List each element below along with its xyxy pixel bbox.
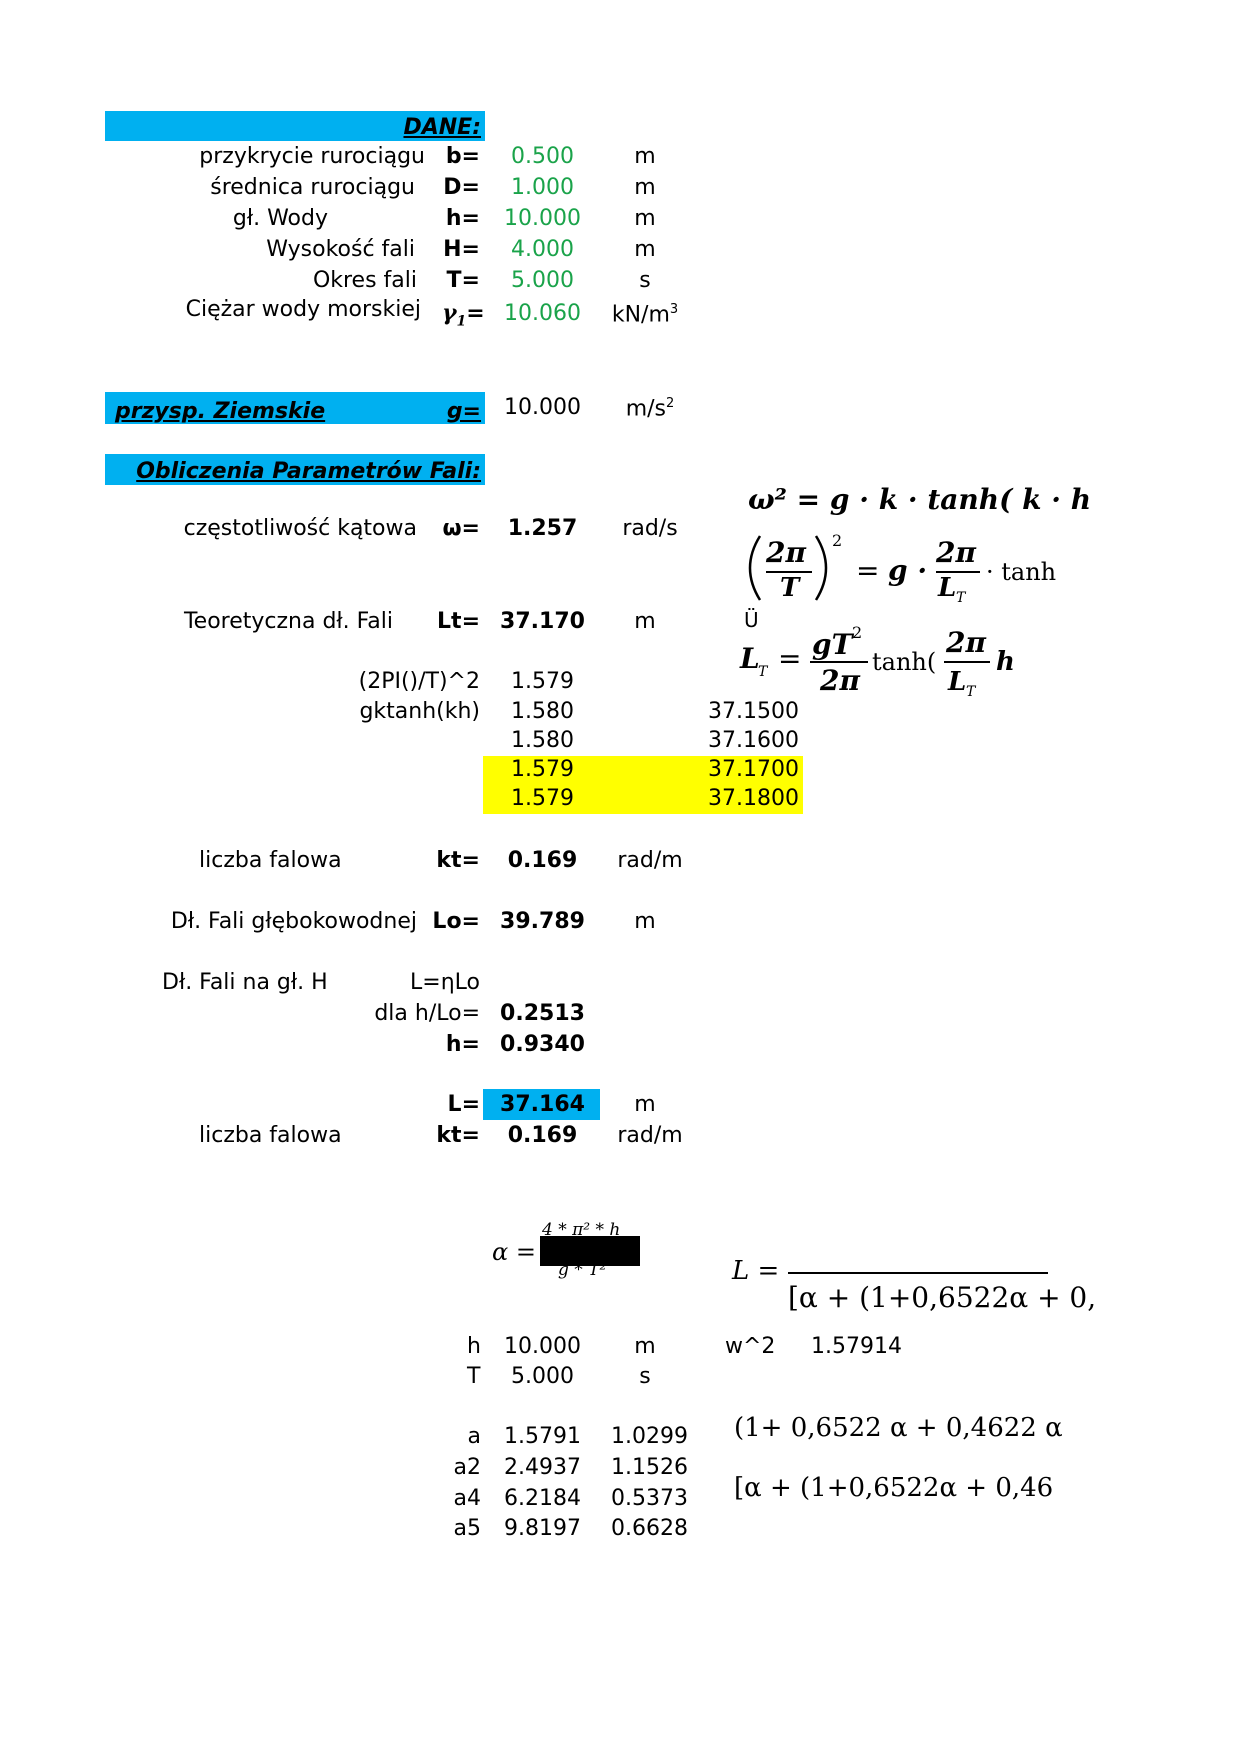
row-a2-v1: 2.4937	[504, 1455, 581, 1480]
obliczenia-header: Obliczenia Parametrów Fali:	[136, 459, 481, 484]
lh-label: Dł. Fali na gł. H	[162, 970, 328, 995]
gravity-value: 10.000	[504, 395, 581, 420]
sym-gamma: $\gamma_1=$	[442, 300, 485, 330]
kt2-value: 0.169	[507, 1123, 578, 1148]
svg-text:T: T	[780, 573, 800, 603]
lt-label: Teoretyczna dł. Fali	[183, 609, 393, 634]
formula-L	[720, 1250, 1097, 1320]
gravity-bar	[105, 392, 485, 424]
svg-text:T: T	[758, 664, 768, 680]
row-a5-sym: a5	[453, 1516, 481, 1541]
iter-b-4: 37.1700	[708, 757, 799, 782]
iter-label-1: (2PI()/T)^2	[358, 669, 480, 694]
value-H: 4.000	[511, 237, 574, 262]
svg-text:2: 2	[852, 623, 863, 642]
omega-value: 1.257	[507, 516, 578, 541]
bottom-h-value: 10.000	[504, 1334, 581, 1359]
gravity-unit: $m/s^2$	[625, 396, 675, 422]
kt2-unit: rad/m	[617, 1123, 683, 1148]
unit-gamma: $kN/m^3$	[611, 302, 679, 328]
bottom-w2-value: 1.57914	[811, 1334, 902, 1359]
label-gl-wody: gł. Wody	[232, 206, 328, 231]
kt1-sym: kt=	[436, 848, 480, 873]
obliczenia-header-bar	[105, 454, 485, 485]
iter-b-3: 37.1600	[708, 728, 799, 753]
row-a4-v2: 0.5373	[611, 1486, 688, 1511]
unit-D: m	[634, 175, 656, 200]
bottom-w2-sym: w^2	[725, 1334, 776, 1359]
unit-h: m	[634, 206, 656, 231]
omega-label: częstotliwość kątowa	[183, 516, 417, 541]
row-a2-v2: 1.1526	[611, 1455, 688, 1480]
row-a5-v1: 9.8197	[504, 1516, 581, 1541]
kt1-value: 0.169	[507, 848, 578, 873]
row-a-v2: 1.0299	[611, 1424, 688, 1449]
svg-text:T: T	[956, 590, 966, 606]
iter-a-4: 1.579	[511, 757, 574, 782]
label-wysokosc-fali: Wysokość fali	[266, 237, 415, 262]
svg-text:2: 2	[832, 531, 843, 550]
kt2-label: liczba falowa	[199, 1123, 342, 1148]
lo-unit: m	[634, 909, 656, 934]
label-srednica: średnica rurociągu	[210, 175, 415, 200]
kt1-label: liczba falowa	[199, 848, 342, 873]
unit-b: m	[634, 144, 656, 169]
lo-sym: Lo=	[432, 909, 480, 934]
omega-unit: rad/s	[622, 516, 678, 541]
svg-text:2π: 2π	[766, 536, 806, 569]
dane-header: DANE:	[403, 115, 481, 140]
poly-line-1: (1+ 0,6522 α + 0,4622 α	[734, 1413, 1063, 1443]
svg-text:=: =	[856, 554, 880, 587]
lo-value: 39.789	[500, 909, 585, 934]
alpha-denominator: g * T²	[558, 1260, 607, 1280]
svg-text:tanh(: tanh(	[872, 648, 937, 676]
row-a5-v2: 0.6628	[611, 1516, 688, 1541]
sym-D: D=	[443, 175, 480, 200]
svg-text:h: h	[996, 647, 1015, 677]
bottom-T-sym: T	[467, 1364, 481, 1389]
iter-label-2: gktanh(kh)	[359, 699, 480, 724]
row-a4-v1: 6.2184	[504, 1486, 581, 1511]
bottom-T-value: 5.000	[511, 1364, 574, 1389]
bottom-h-sym: h	[467, 1334, 481, 1359]
gravity-sym: g=	[446, 399, 481, 424]
value-gamma: 10.060	[504, 301, 581, 326]
gravity-label: przysp. Ziemskie	[115, 399, 326, 424]
formula-alpha	[488, 1218, 648, 1288]
svg-text:gT: gT	[812, 628, 853, 661]
svg-text:· tanh: · tanh	[986, 558, 1057, 586]
dane-header-bar	[105, 111, 485, 141]
kt2-sym: kt=	[436, 1123, 480, 1148]
iter-b-2: 37.1500	[708, 699, 799, 724]
row-a4-sym: a4	[453, 1486, 481, 1511]
hlo-value: 0.2513	[500, 1001, 585, 1026]
L-value: 37.164	[500, 1092, 585, 1117]
svg-text:g ·: g ·	[888, 554, 928, 587]
formula-dispersion-2	[700, 528, 1057, 618]
L-unit: m	[634, 1092, 656, 1117]
iter-a-2: 1.580	[511, 699, 574, 724]
formula-wavelength	[700, 620, 1040, 700]
svg-text:T: T	[966, 684, 976, 700]
value-T: 5.000	[511, 268, 574, 293]
row-a-v1: 1.5791	[504, 1424, 581, 1449]
omega-sym: ω=	[442, 516, 480, 541]
svg-text:2π: 2π	[820, 664, 860, 697]
L-fraction-line	[788, 1272, 1048, 1274]
L-sym: L=	[447, 1092, 480, 1117]
L-lhs: L =	[732, 1256, 780, 1286]
value-b: 0.500	[511, 144, 574, 169]
svg-text:2π: 2π	[936, 536, 976, 569]
sym-H: H=	[443, 237, 480, 262]
iter-a-5: 1.579	[511, 786, 574, 811]
svg-text:L: L	[948, 667, 967, 697]
value-h: 10.000	[504, 206, 581, 231]
eta-sym: h=	[445, 1032, 480, 1057]
iter-a-3: 1.580	[511, 728, 574, 753]
svg-text:L: L	[740, 642, 760, 675]
lt-unit: m	[634, 609, 656, 634]
L-denominator: [α + (1+0,6522α + 0,	[788, 1281, 1097, 1314]
hlo-sym: dla h/Lo=	[374, 1001, 480, 1026]
iter-a-1: 1.579	[511, 669, 574, 694]
lt-sym: Lt=	[437, 609, 480, 634]
label-okres-fali: Okres fali	[312, 268, 417, 293]
sym-h: h=	[445, 206, 480, 231]
formula-mark: Ü	[744, 608, 759, 632]
formula-dispersion: ω² = g · k · tanh( k · h	[748, 483, 1092, 516]
unit-H: m	[634, 237, 656, 262]
kt1-unit: rad/m	[617, 848, 683, 873]
alpha-numerator: 4 * π² * h	[542, 1220, 621, 1240]
formula-area	[700, 470, 1092, 710]
svg-text:2π: 2π	[946, 626, 986, 659]
row-a2-sym: a2	[453, 1455, 481, 1480]
lt-value: 37.170	[500, 609, 585, 634]
row-a-sym: a	[467, 1424, 481, 1449]
label-ciezar-wody: Ciężar wody morskiej	[185, 297, 421, 322]
svg-text:L: L	[938, 573, 957, 603]
bottom-T-unit: s	[639, 1364, 651, 1389]
bottom-h-unit: m	[634, 1334, 656, 1359]
eta-value: 0.9340	[500, 1032, 585, 1057]
value-D: 1.000	[511, 175, 574, 200]
iter-b-5: 37.1800	[708, 786, 799, 811]
sym-b: b=	[445, 144, 480, 169]
unit-T: s	[639, 268, 651, 293]
sym-T: T=	[446, 268, 480, 293]
poly-line-2: [α + (1+0,6522α + 0,46	[734, 1473, 1054, 1503]
lh-sym: L=ηLo	[410, 970, 480, 995]
lo-label: Dł. Fali głębokowodnej	[170, 909, 417, 934]
formula-poly	[730, 1405, 1063, 1515]
label-przykrycie: przykrycie rurociągu	[199, 144, 425, 169]
alpha-lhs: α =	[492, 1238, 536, 1266]
svg-text:=: =	[778, 642, 802, 675]
